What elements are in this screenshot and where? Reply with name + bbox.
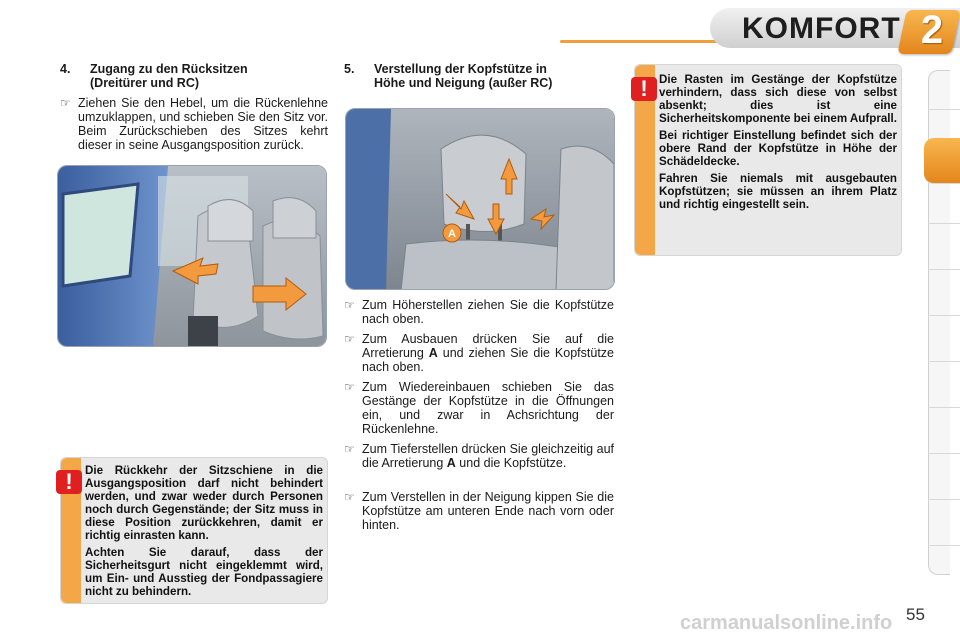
warning-text bbox=[85, 464, 323, 602]
instruction-item bbox=[344, 332, 614, 374]
side-tab-active[interactable] bbox=[924, 138, 960, 184]
instruction-text: Ziehen Sie den Hebel, um die Rückenlehne umzuklappen, und schieben Sie den Sitz vor. Beim Zurückschieben des Sitzes kehrt dieser in seine Ausgangsposition zurück. bbox=[78, 96, 328, 152]
pointing-hand-icon: ☞ bbox=[344, 380, 355, 394]
side-tab-7[interactable] bbox=[928, 368, 960, 408]
instruction-item bbox=[60, 96, 328, 152]
pointing-hand-icon: ☞ bbox=[344, 442, 355, 456]
headrest-instructions bbox=[344, 292, 614, 532]
section-title bbox=[60, 62, 328, 90]
instruction-text: und ziehen Sie die Kopfstütze nach oben. bbox=[362, 346, 614, 374]
chapter-number: 2 bbox=[920, 8, 944, 52]
side-tab-6[interactable] bbox=[928, 322, 960, 362]
warning-box-headrest bbox=[634, 64, 902, 256]
section-rear-access bbox=[60, 62, 328, 152]
pointing-hand-icon: ☞ bbox=[344, 332, 355, 346]
exclamation-warning-icon: ! bbox=[56, 470, 82, 494]
watermark: carmanualsonline.info bbox=[680, 612, 893, 634]
section-number: 4. bbox=[60, 62, 71, 76]
instruction-text: Zum Ausbauen drücken Sie auf die Arretierung bbox=[362, 332, 614, 360]
latch-reference: A bbox=[428, 346, 438, 360]
instruction-text: Zum Wiedereinbauen schieben Sie das Gestänge der Kopfstütze in die Öffnungen ein, und zwar in Achsrichtung der Rückenlehne. bbox=[362, 380, 614, 436]
page-header bbox=[560, 0, 960, 62]
section-title-line: Höhe und Neigung (außer RC) bbox=[374, 76, 553, 90]
section-title-line: (Dreitürer und RC) bbox=[90, 76, 200, 90]
seat-access-photo bbox=[57, 165, 327, 347]
side-tab-10[interactable] bbox=[928, 506, 960, 546]
section-headrest bbox=[344, 62, 614, 90]
warning-paragraph: Fahren Sie niemals mit ausgebauten Kopfstützen; sie müssen an ihrem Platz und richtig eingestellt sein. bbox=[659, 172, 897, 211]
instruction-text: und die Kopfstütze. bbox=[455, 456, 567, 470]
warning-text bbox=[659, 73, 897, 215]
pointing-hand-icon: ☞ bbox=[344, 490, 355, 504]
latch-reference: A bbox=[446, 456, 456, 470]
section-title-line: Zugang zu den Rücksitzen bbox=[90, 62, 248, 76]
chapter-side-tabs bbox=[928, 70, 960, 575]
warning-paragraph: Bei richtiger Einstellung befindet sich der obere Rand der Kopfstütze in Höhe der Schädeldecke. bbox=[659, 129, 897, 168]
warning-paragraph: Die Rasten im Gestänge der Kopfstütze verhindern, dass sich diese von selbst absenkt; dies ist eine Sicherheitskomponente bei einem Aufprall. bbox=[659, 73, 897, 125]
section-title bbox=[344, 62, 614, 90]
instruction-text: Zum Verstellen in der Neigung kippen Sie die Kopfstütze am unteren Ende nach vorn oder hinten. bbox=[362, 490, 614, 532]
headrest-latch-label: A bbox=[448, 228, 456, 240]
side-tab-4[interactable] bbox=[928, 230, 960, 270]
seat-access-illustration bbox=[58, 166, 327, 347]
warning-paragraph: Achten Sie darauf, dass der Sicherheitsgurt nicht eingeklemmt wird, um Ein- und Ausstieg der Fondpassagiere nicht zu behindern. bbox=[85, 546, 323, 598]
headrest-illustration bbox=[346, 109, 615, 290]
pointing-hand-icon: ☞ bbox=[344, 298, 355, 312]
side-tab-9[interactable] bbox=[928, 460, 960, 500]
section-number: 5. bbox=[344, 62, 355, 76]
side-tab-1[interactable] bbox=[928, 70, 960, 110]
warning-paragraph: Die Rückkehr der Sitzschiene in die Ausgangsposition darf nicht behindert werden, und zwar weder durch Personen noch durch Gegenstände; der Sitz muss in diese Position zurückkehren, damit er richtig einrasten kann. bbox=[85, 464, 323, 542]
instruction-item bbox=[344, 380, 614, 436]
instruction-item bbox=[344, 298, 614, 326]
side-tab-5[interactable] bbox=[928, 276, 960, 316]
instruction-text: Zum Tieferstellen drücken Sie gleichzeitig auf die Arretierung bbox=[362, 442, 614, 470]
side-tab-8[interactable] bbox=[928, 414, 960, 454]
instruction-text: Zum Höherstellen ziehen Sie die Kopfstütze nach oben. bbox=[362, 298, 614, 326]
exclamation-warning-icon: ! bbox=[631, 77, 657, 101]
side-tab-3[interactable] bbox=[928, 184, 960, 224]
headrest-photo bbox=[345, 108, 615, 290]
instruction-item bbox=[344, 490, 614, 532]
pointing-hand-icon: ☞ bbox=[60, 96, 71, 110]
section-title-line: Verstellung der Kopfstütze in bbox=[374, 62, 547, 76]
warning-box-seat-rail bbox=[60, 457, 328, 604]
page-number: 55 bbox=[906, 605, 925, 624]
chapter-title: KOMFORT bbox=[742, 12, 901, 45]
instruction-item bbox=[344, 442, 614, 470]
